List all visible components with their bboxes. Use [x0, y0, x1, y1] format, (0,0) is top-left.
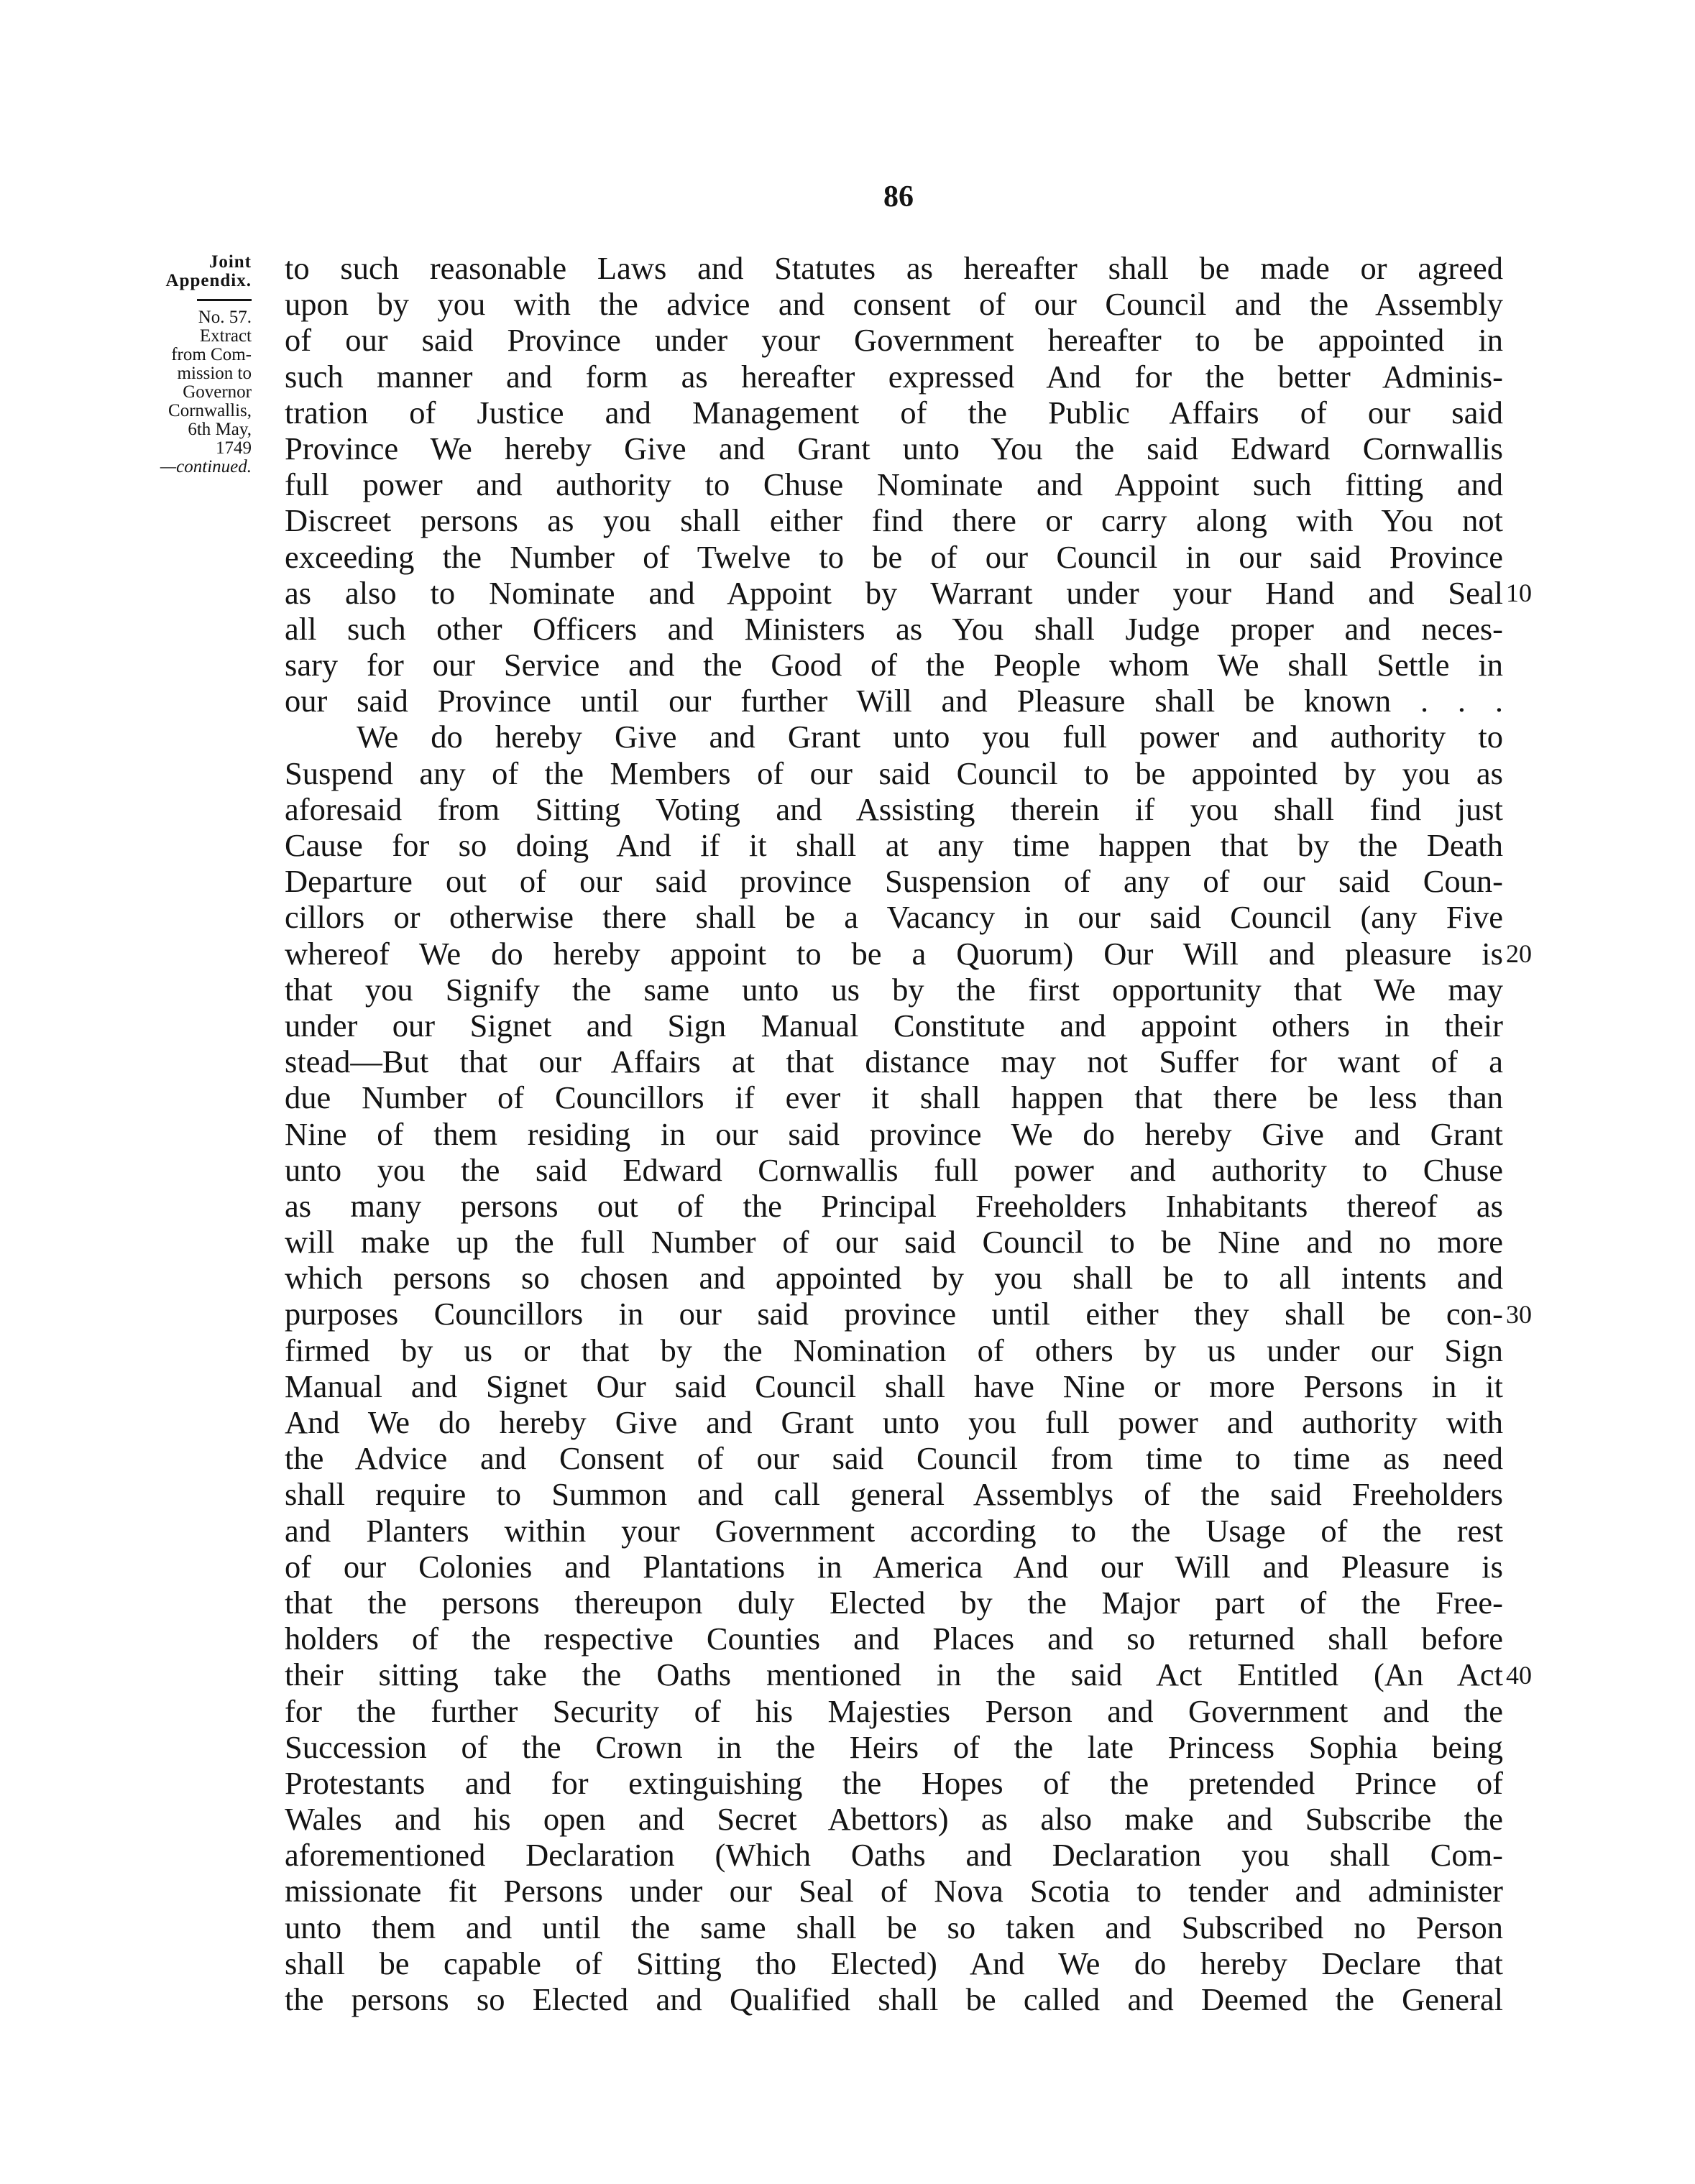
text-line: that you Signify the same unto us by the first opportunity that We may — [285, 971, 1503, 1008]
sidenote-rule — [197, 299, 252, 301]
sidenote-heading-joint: Joint — [208, 252, 252, 272]
text-line: Departure out of our said province Suspension of any of our said Coun- — [285, 863, 1503, 900]
text-line: And We do hereby Give and Grant unto you full power and authority with — [285, 1404, 1503, 1440]
text-line: purposes Councillors in our said province until either they shall be con- — [285, 1296, 1503, 1332]
text-line: upon by you with the advice and consent of our Council and the Assembly — [285, 286, 1503, 323]
sidenote-continued: —continued. — [160, 457, 252, 476]
text-line: Protestants and for extinguishing the Hopes of the pretended Prince of — [285, 1764, 1503, 1801]
text-line: unto you the said Edward Cornwallis full power and authority to Chuse — [285, 1151, 1503, 1188]
text-line: to such reasonable Laws and Statutes as hereafter shall be made or agreed — [285, 250, 1503, 286]
text-line: Discreet persons as you shall either find there or carry along with You not — [285, 502, 1503, 539]
text-line: holders of the respective Counties and Places and so returned shall before — [285, 1621, 1503, 1657]
text-line: unto them and until the same shall be so taken and Subscribed no Person — [285, 1909, 1503, 1945]
text-line: their sitting take the Oaths mentioned in the said Act Entitled (An Act — [285, 1657, 1503, 1693]
line-number-40: 40 — [1506, 1661, 1532, 1690]
text-line: that the persons thereupon duly Elected by the Major part of the Free- — [285, 1584, 1503, 1621]
text-line: stead—But that our Affairs at that distance may not Suffer for want of a — [285, 1043, 1503, 1080]
sidenote-line: 6th May, — [188, 420, 252, 439]
text-line: will make up the full Number of our said Council to be Nine and no more — [285, 1224, 1503, 1261]
sidenote-line: Cornwallis, — [168, 401, 252, 420]
text-line: such manner and form as hereafter expressed And for the better Adminis- — [285, 358, 1503, 395]
page-number: 86 — [883, 180, 914, 213]
text-line: cillors or otherwise there shall be a Vacancy in our said Council (any Five — [285, 899, 1503, 936]
text-line: full power and authority to Chuse Nominate and Appoint such fitting and — [285, 466, 1503, 503]
text-line: Cause for so doing And if it shall at any time happen that by the Death — [285, 827, 1503, 863]
text-line: missionate fit Persons under our Seal of Nova Scotia to tender and administer — [285, 1873, 1503, 1909]
text-line: Suspend any of the Members of our said Council to be appointed by you as — [285, 755, 1503, 791]
text-line: our said Province until our further Will and Pleasure shall be known . . . — [285, 683, 1503, 719]
sidenote-line: No. 57. — [198, 308, 252, 327]
text-line: for the further Security of his Majesties Person and Government and the — [285, 1692, 1503, 1729]
text-line: Province We hereby Give and Grant unto You the said Edward Cornwallis — [285, 430, 1503, 466]
sidenote-line: mission to — [177, 364, 252, 383]
text-line: the persons so Elected and Qualified shall be called and Deemed the General — [285, 1981, 1503, 2017]
text-line: firmed by us or that by the Nomination of others by us under our Sign — [285, 1332, 1503, 1368]
sidenote-line: from Com- — [171, 345, 252, 364]
line-number-10: 10 — [1506, 579, 1532, 607]
text-line: as also to Nominate and Appoint by Warrant under your Hand and Seal — [285, 574, 1503, 611]
text-line: whereof We do hereby appoint to be a Quorum) Our Will and pleasure is — [285, 935, 1503, 972]
text-line: of our said Province under your Government hereafter to be appointed in — [285, 322, 1503, 359]
text-line: shall be capable of Sitting tho Elected) And We do hereby Declare that — [285, 1945, 1503, 1981]
text-line: aforementioned Declaration (Which Oaths and Declaration you shall Com- — [285, 1837, 1503, 1874]
sidenote-heading-appendix: Appendix. — [165, 271, 252, 290]
text-line: as many persons out of the Principal Freeholders Inhabitants thereof as — [285, 1187, 1503, 1224]
text-line: the Advice and Consent of our said Council from time to time as need — [285, 1440, 1503, 1477]
text-line: aforesaid from Sitting Voting and Assisting therein if you shall find just — [285, 791, 1503, 827]
line-number-20: 20 — [1506, 939, 1532, 968]
line-number-30: 30 — [1506, 1300, 1532, 1329]
body-text — [285, 250, 1503, 2017]
sidenote-line: Governor — [183, 382, 252, 402]
marginal-sidenote — [108, 253, 252, 476]
sidenote-line: Extract — [199, 326, 252, 346]
text-line: which persons so chosen and appointed by you shall be to all intents and — [285, 1260, 1503, 1296]
text-line-paragraph-start: We do hereby Give and Grant unto you full power and authority to — [357, 719, 1503, 755]
text-line: tration of Justice and Management of the Public Affairs of our said — [285, 394, 1503, 430]
text-line: due Number of Councillors if ever it shall happen that there be less than — [285, 1079, 1503, 1116]
text-line: Wales and his open and Secret Abettors) as also make and Subscribe the — [285, 1801, 1503, 1838]
text-line: and Planters within your Government according to the Usage of the rest — [285, 1512, 1503, 1549]
text-line: all such other Officers and Ministers as You shall Judge proper and neces- — [285, 610, 1503, 647]
text-line: exceeding the Number of Twelve to be of our Council in our said Province — [285, 538, 1503, 575]
sidenote-line: 1749 — [216, 438, 252, 458]
text-line: Nine of them residing in our said province We do hereby Give and Grant — [285, 1115, 1503, 1152]
text-line: of our Colonies and Plantations in America And our Will and Pleasure is — [285, 1548, 1503, 1585]
text-line: Succession of the Crown in the Heirs of the late Princess Sophia being — [285, 1728, 1503, 1765]
text-line: Manual and Signet Our said Council shall have Nine or more Persons in it — [285, 1368, 1503, 1404]
text-line: under our Signet and Sign Manual Constitute and appoint others in their — [285, 1007, 1503, 1043]
text-line: shall require to Summon and call general Assemblys of the said Freeholders — [285, 1476, 1503, 1513]
text-line: sary for our Service and the Good of the People whom We shall Settle in — [285, 647, 1503, 683]
